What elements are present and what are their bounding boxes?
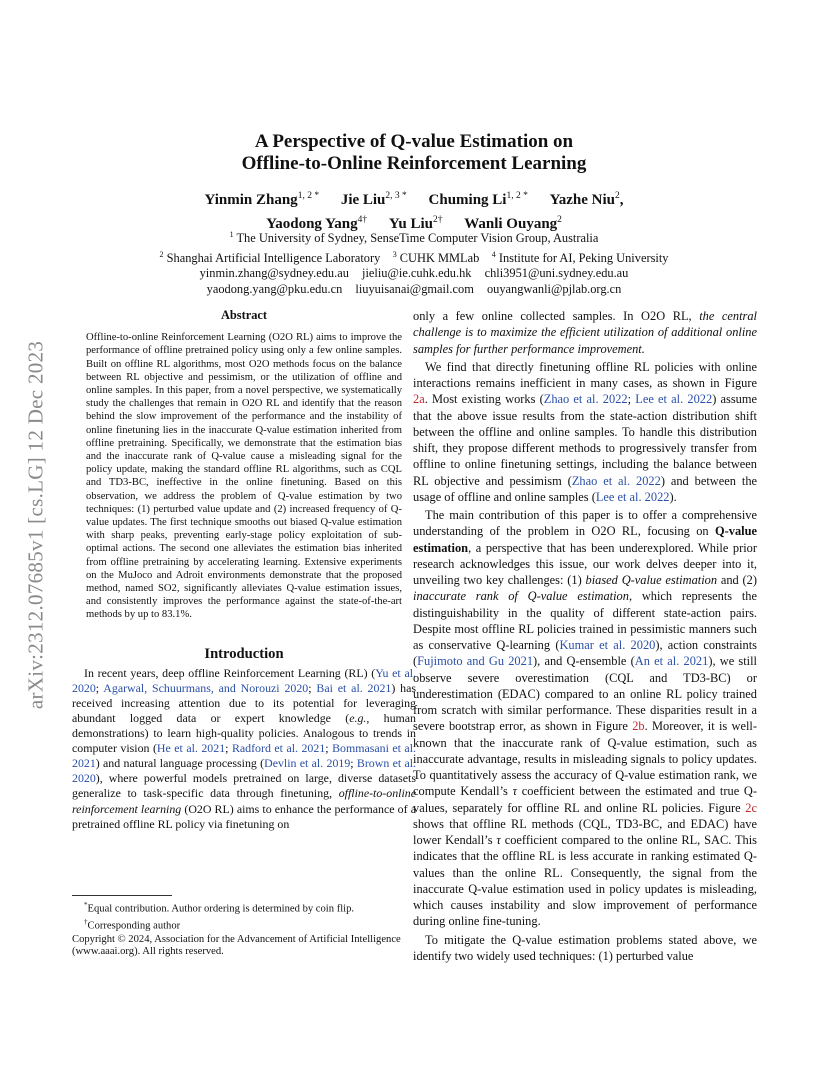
- author: Jie Liu$^{2, 3 *}$: [340, 191, 407, 208]
- footnote-equal-contribution: *Equal contribution. Author ordering is determined by coin flip.: [84, 901, 355, 915]
- right-column: [413, 308, 757, 964]
- figure-ref-link[interactable]: 2a: [413, 392, 425, 407]
- citation-link[interactable]: Devlin et al. 2019: [264, 756, 351, 771]
- email: liuyuisanai@gmail.com: [355, 281, 474, 296]
- intro-paragraph: In recent years, deep offline Reinforcement Learning (RL) (Yu et al. 2020; Agarwal, Schuurmans, and Norouzi 2020; Bai et al. 2021) has received increasing attention due to its potential for leveraging abundant logged data or expert knowledge (e.g., human demonstrations) to learn high-quality policies. Analogous to trends in computer vision (He et al. 2021; Radford et al. 2021; Bommasani et al. 2021) and natural language processing (Devlin et al. 2019; Brown et al. 2020), where powerful models pretrained on large, diverse datasets generalize to task-specific data through finetuning, offline-to-online reinforcement learning (O2O RL) aims to enhance the performance of a pretrained offline RL policy via finetuning on: [72, 665, 416, 831]
- author: Chuming $Li^{1, 2 *}$: [428, 191, 528, 208]
- arxiv-identifier: arXiv:2312.07685v1 [cs.LG] 12 Dec 2023: [23, 340, 48, 710]
- citation-link[interactable]: Kumar et al. 2020: [559, 638, 656, 652]
- citation-link[interactable]: Fujimoto and Gu 2021: [417, 654, 534, 669]
- body-paragraph: To mitigate the Q-value estimation problems stated above, we identify two widely used techniques: (1) perturbed value: [413, 932, 757, 963]
- footnotes: [72, 895, 416, 959]
- author: Yinmin Zhang$^{1, 2 *}$: [204, 191, 320, 208]
- affiliations: [0, 227, 828, 297]
- copyright-notice: Copyright © 2024, Association for the Advancement of Artificial Intelligence (www.aaai.org). All rights reserved.: [72, 933, 401, 958]
- email: ouyangwanli@pjlab.org.cn: [486, 281, 622, 296]
- email: yaodong.yang@pku.edu.cn: [206, 281, 343, 296]
- citation-link[interactable]: Zhao et al. 2022: [571, 473, 661, 488]
- author: Yaodong Yang$^{4\dagger}$: [266, 215, 368, 232]
- citation-link[interactable]: Yu et al. 2020: [72, 665, 416, 695]
- author: Wanli Ouyang$^2$: [464, 215, 562, 232]
- affiliation-line-2: $^2$ Shanghai Artificial Intelligence Laboratory $^3$ CUHK MMLab $^4$ Institute for AI, Peking University: [159, 249, 669, 265]
- title-line-2: Offline-to-Online Reinforcement Learning: [241, 153, 587, 174]
- citation-link[interactable]: Bommasani et al. 2021: [72, 741, 416, 771]
- body-paragraph: The main contribution of this paper is to offer a comprehensive understanding of the problem in O2O RL, focusing on Q-value estimation, a perspective that has been underexplored. While prior research acknowledges this issue, our work delves deeper into it, unveiling two key challenges: (1) biased Q-value estimation and (2) inaccurate rank of Q-value estimation, which represents the distinguishability in the quality of different state-action pairs. Despite most offline RL policies trained in pessimistic manners such as conservative Q-learning (Kumar et al. 2020), action constraints (Fujimoto and Gu 2021), and Q-ensemble (An et al. 2021), we still observe severe overestimation (CQL and TD3-BC) or underestimation (EDAC) compared to an online RL policy trained from scratch with similar performance. These disparities result in a severe bootstrap error, as shown in Figure 2b. Moreover, it is well-known that the inaccurate rank of Q-value estimation, such as inaccurate advantage, results in misleading signals to policy updates. To quantitatively assess the accuracy of Q-value estimation rank, we compute Kendall’s τ coefficient between the estimated and true Q-values, separately for offline RL and online RL policies. Figure 2c shows that offline RL methods (CQL, TD3-BC, and EDAC) have lower Kendall’s τ coefficient compared to the online RL, SAC. This indicates that the offline RL is less accurate in ranking estimated Q-values than the online RL. Consequently, the signal from the inaccurate Q-value estimation used in policy updates is misleading, which causes instability and slow improvement of performance during online fine-tuning.: [413, 508, 758, 929]
- citation-link[interactable]: Bai et al. 2021: [316, 680, 392, 695]
- arxiv-sidebar: [22, 290, 50, 760]
- paper-title: [0, 131, 828, 175]
- affiliation-line-1: $^1$ The University of Sydney, SenseTime Computer Vision Group, Australia: [229, 230, 599, 246]
- citation-link[interactable]: He et al. 2021: [156, 741, 226, 756]
- email: jieliu@ie.cuhk.edu.hk: [362, 266, 472, 281]
- citation-link[interactable]: Brown et al. 2020: [72, 756, 416, 786]
- citation-link[interactable]: Agarwal, Schuurmans, and Norouzi 2020: [103, 680, 309, 695]
- title-line-1: A Perspective of Q-value Estimation on: [254, 131, 574, 152]
- email: yinmin.zhang@sydney.edu.au: [199, 266, 349, 281]
- author: Yazhe Niu$^2$,: [549, 191, 624, 208]
- citation-link[interactable]: Lee et al. 2022: [635, 392, 713, 407]
- citation-link[interactable]: Lee et al. 2022: [595, 489, 670, 504]
- author: Yu Liu$^{2\dagger}$: [388, 215, 443, 232]
- email-line-1: [0, 266, 828, 282]
- introduction-heading: Introduction: [204, 645, 284, 662]
- left-column: [72, 308, 416, 832]
- author-line-1: [0, 186, 828, 210]
- abstract-heading: Abstract: [220, 308, 268, 322]
- citation-link[interactable]: Zhao et al. 2022: [543, 392, 628, 407]
- footnote-corresponding: †Corresponding author: [84, 918, 181, 932]
- body-paragraph: only a few online collected samples. In O2O RL, the central challenge is to maximize the efficient utilization of additional online samples for further performance improvement.: [413, 309, 757, 356]
- citation-link[interactable]: Radford et al. 2021: [231, 741, 326, 756]
- citation-link[interactable]: An et al. 2021: [634, 654, 709, 669]
- footnote-divider: [72, 895, 172, 896]
- abstract-text: Offline-to-online Reinforcement Learning (O2O RL) aims to improve the performance of offline pretrained policy using only a few online samples. Built on offline RL algorithms, most O2O methods focus on the balance between RL objective and pessimism, or the utilization of offline and online samples. In this paper, from a novel perspective, we systematically study the challenges that remain in O2O RL and identify that the reason behind the slow improvement of the performance and the instability of online finetuning lies in the inaccurate Q-value estimation inherited from offline pretraining. Specifically, we demonstrate that the estimation bias and the inaccurate rank of Q-value cause a misleading signal for the policy update, making the standard offline RL algorithms, such as CQL and TD3-BC, ineffective in the online finetuning. Based on this observation, we address the problem of Q-value estimation by two techniques: (1) perturbed value update and (2) increased frequency of Q-value updates. The first technique smooths out biased Q-value estimation with sharp peaks, preventing early-stage policy exploitation of sub-optimal actions. The second one alleviates the estimation bias inherited from offline pretraining by accelerating learning. Extensive experiments on the MuJoco and Adroit environments demonstrate that the proposed method, named SO2, significantly alleviates Q-value estimation issues, and consistently improves the performance against the state-of-the-art methods by up to 83.1%.: [86, 332, 402, 621]
- body-paragraph: We find that directly finetuning offline RL policies with online interactions remains inefficient in many cases, as shown in Figure 2a. Most existing works (Zhao et al. 2022; Lee et al. 2022) assume that the above issue results from the state-action distribution shift between the offline and online samples. To handle this distribution shift, they propose different methods to progressively transfer from offline to online finetuning settings, including the balance between RL objective and pessimism (Zhao et al. 2022) and between the usage of offline and online samples (Lee et al. 2022).: [413, 359, 758, 504]
- email-line-2: [0, 282, 828, 298]
- email: chli3951@uni.sydney.edu.au: [484, 266, 629, 281]
- figure-ref-link[interactable]: 2b: [632, 719, 645, 734]
- figure-ref-link[interactable]: 2c: [745, 800, 757, 815]
